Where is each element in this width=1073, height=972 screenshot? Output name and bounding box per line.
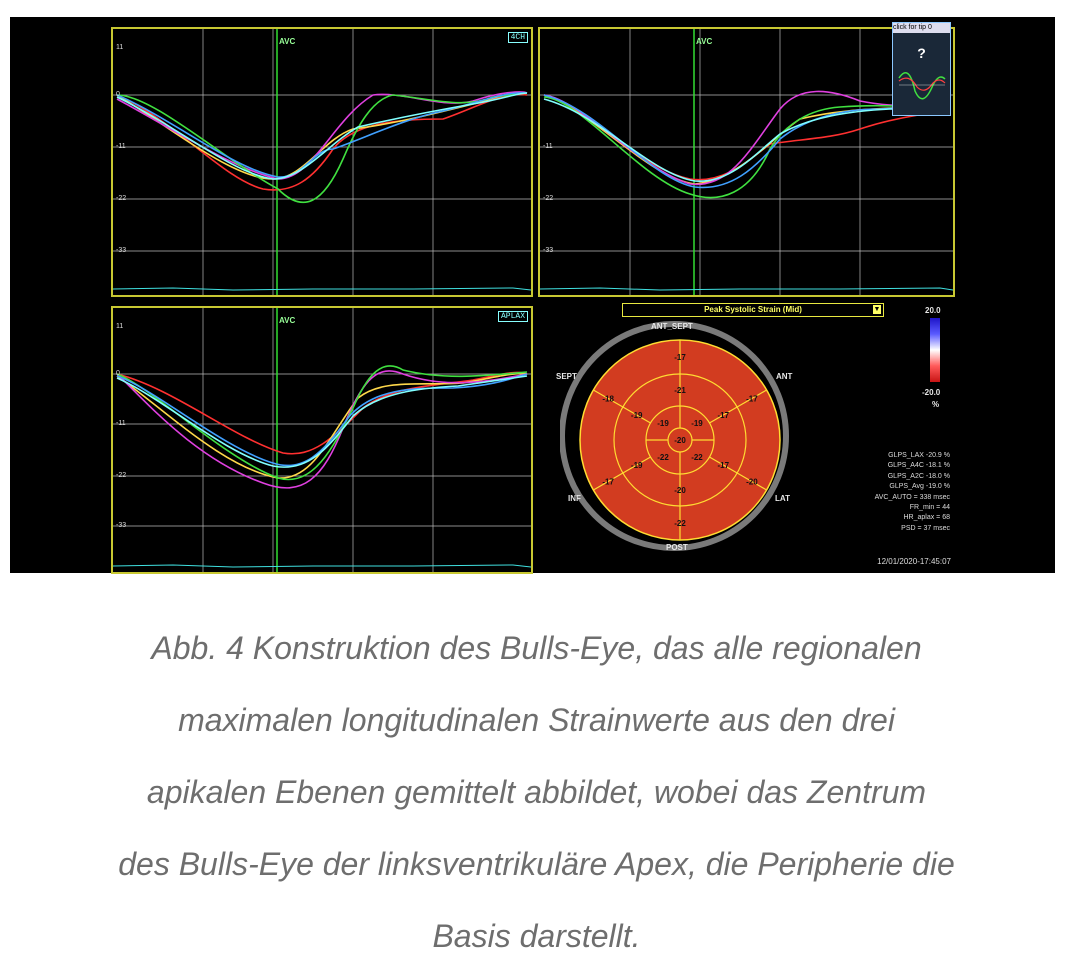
panel-tag-aplax: APLAX xyxy=(498,311,528,322)
segment-value: -20 xyxy=(674,436,686,445)
caption-line: Basis darstellt. xyxy=(432,918,641,954)
y-tick: -33 xyxy=(116,522,127,529)
y-tick: -11 xyxy=(116,420,126,427)
y-tick: -22 xyxy=(116,195,127,202)
strain-curves-4ch xyxy=(113,29,531,295)
scale-min-label: -20.0 xyxy=(922,388,941,397)
stat-line: GLPS_A2C -18.0 % xyxy=(887,472,950,480)
segment-value: -20 xyxy=(674,486,686,495)
orientation-sept: SEPT xyxy=(556,372,577,381)
segment-value: -19 xyxy=(657,419,669,429)
timestamp: 12/01/2020-17:45:07 xyxy=(877,557,951,566)
caption-line: apikalen Ebenen gemittelt abbildet, wobei das Zentrum xyxy=(146,774,927,810)
strain-panel-4ch xyxy=(111,27,533,297)
orientation-lat: LAT xyxy=(775,494,790,503)
segment-value: -19 xyxy=(691,419,703,429)
y-tick: -11 xyxy=(116,143,126,150)
y-tick: 0 xyxy=(116,91,120,98)
mini-curve-icon xyxy=(893,23,950,115)
caption-line: des Bulls-Eye der linksventrikuläre Apex, die Peripherie die xyxy=(118,846,955,882)
strain-panel-aplax xyxy=(111,306,533,574)
segment-value: -21 xyxy=(674,386,686,395)
y-tick: 11 xyxy=(116,323,124,330)
strain-curve xyxy=(117,94,527,190)
segment-value: -17 xyxy=(602,477,614,487)
figure-caption xyxy=(0,612,1073,972)
segment-value: -22 xyxy=(674,519,686,528)
ecg-trace xyxy=(113,288,531,290)
y-tick: -11 xyxy=(543,143,553,150)
strain-curve xyxy=(117,371,527,488)
stat-line: HR_aplax = 68 xyxy=(903,514,950,522)
strain-curve xyxy=(544,99,949,181)
orientation-ant-sept: ANT_SEPT xyxy=(651,322,693,331)
stat-line: GLPS_A4C -18.1 % xyxy=(887,462,950,470)
mini-preview[interactable] xyxy=(892,22,951,116)
y-tick: -22 xyxy=(543,195,554,202)
caption-line: Abb. 4 Konstruktion des Bulls-Eye, das alle regionalen xyxy=(151,630,922,666)
y-tick: -33 xyxy=(116,247,127,254)
segment-value: -18 xyxy=(602,394,614,404)
avc-label: AVC xyxy=(279,37,296,46)
dropdown-icon[interactable]: ▼ xyxy=(873,306,881,313)
strain-curve xyxy=(117,376,527,467)
stat-line: PSD = 37 msec xyxy=(901,524,950,532)
strain-statistics xyxy=(830,451,950,534)
segment-value: -19 xyxy=(630,461,643,470)
bullseye-mode-select[interactable] xyxy=(622,303,884,317)
orientation-post: POST xyxy=(666,543,688,552)
segment-value: -17 xyxy=(717,411,730,420)
scale-unit-label: % xyxy=(932,400,940,409)
stat-line: AVC_AUTO = 338 msec xyxy=(874,493,950,501)
stat-line: GLPS_Avg -19.0 % xyxy=(889,483,950,491)
panel-tag-4ch: 4CH xyxy=(508,32,528,43)
segment-value: -19 xyxy=(630,411,643,420)
orientation-inf: INF xyxy=(568,494,581,503)
scale-max-label: 20.0 xyxy=(925,306,941,315)
caption-line: maximalen longitudinalen Strainwerte aus den drei xyxy=(178,702,895,738)
stat-line: FR_min = 44 xyxy=(909,504,950,512)
y-tick: -33 xyxy=(543,247,554,254)
strain-curve xyxy=(117,374,527,478)
help-icon[interactable]: ? xyxy=(917,45,926,61)
segment-value: -20 xyxy=(746,477,758,487)
bullseye-title: Peak Systolic Strain (Mid) xyxy=(704,305,802,314)
bullseye-plot xyxy=(560,320,800,560)
segment-value: -17 xyxy=(674,353,686,362)
strain-color-scale xyxy=(930,318,940,382)
ecg-trace xyxy=(113,565,531,567)
y-tick: 0 xyxy=(116,370,120,377)
ecg-trace xyxy=(540,288,953,290)
segment-value: -17 xyxy=(717,461,730,470)
orientation-ant: ANT xyxy=(776,372,793,381)
segment-value: -22 xyxy=(657,452,669,462)
avc-label: AVC xyxy=(279,316,296,325)
segment-value: -17 xyxy=(746,394,758,404)
stat-line: GLPS_LAX -20.9 % xyxy=(888,452,950,459)
strain-curves-aplax xyxy=(113,308,531,572)
segment-value: -22 xyxy=(691,452,703,462)
y-tick: 11 xyxy=(116,44,124,51)
avc-label: AVC xyxy=(696,37,713,46)
y-tick: -22 xyxy=(116,472,127,479)
mini-preview-header: click for tip 0 xyxy=(893,23,950,33)
